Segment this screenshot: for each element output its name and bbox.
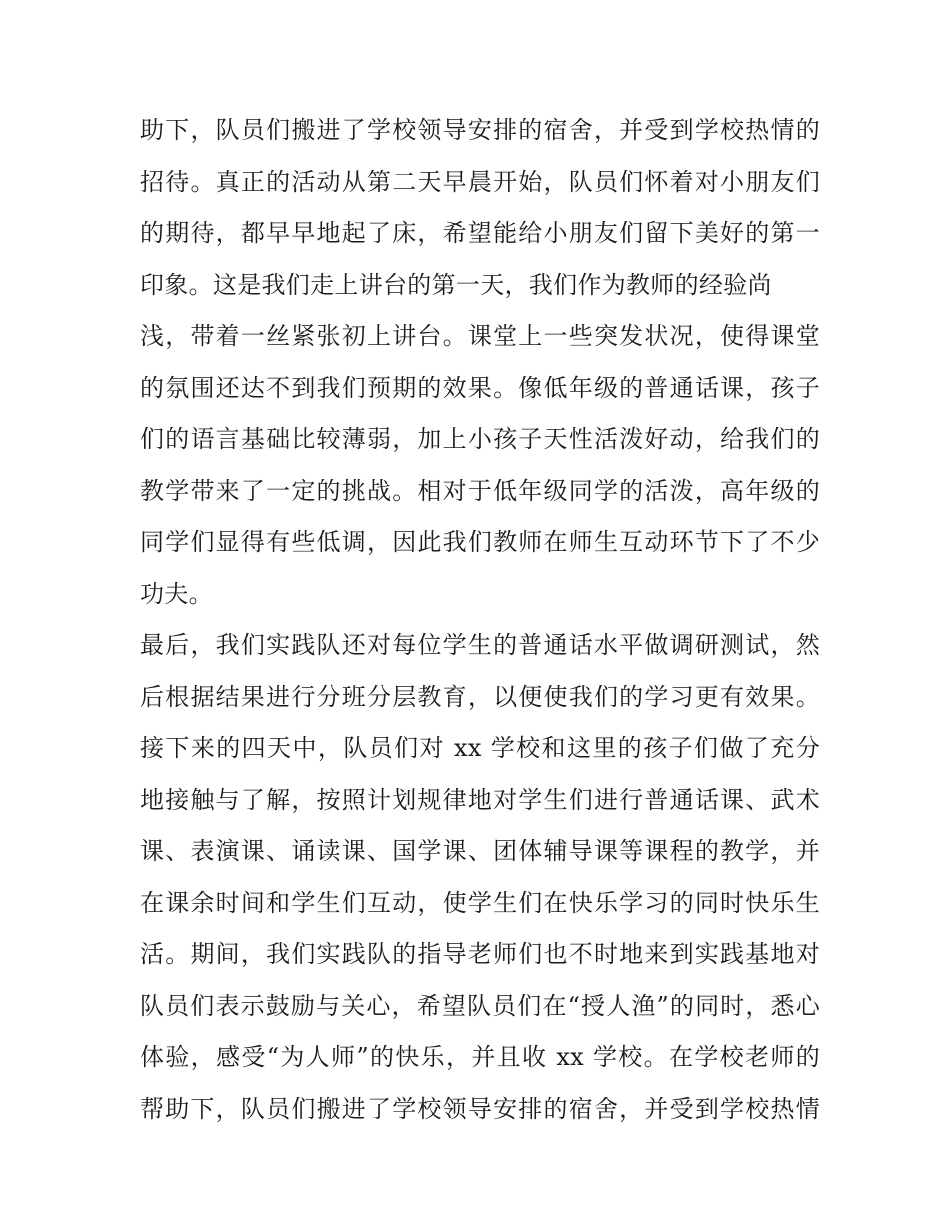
text-line-19: 体验，感受“为人师”的快乐，并且收 xx 学校。在学校老师的 (140, 1043, 820, 1071)
text-line-14: 地接触与了解，按照计划规律地对学生们进行普通话课、武术 (140, 785, 820, 814)
text-line-17: 活。期间，我们实践队的指导老师们也不时地来到实践基地对 (140, 940, 820, 968)
text-line-7: 们的语言基础比较薄弱，加上小孩子天性活泼好动，给我们的 (140, 425, 820, 453)
text-line-3: 的期待，都早早地起了床，希望能给小朋友们留下美好的第一 (140, 219, 820, 247)
text-line-10: 功夫。 (140, 579, 213, 608)
body-text (140, 107, 820, 1137)
text-line-6: 的氛围还达不到我们预期的效果。像低年级的普通话课，孩子 (140, 373, 820, 402)
text-line-11: 最后，我们实践队还对每位学生的普通话水平做调研测试，然 (140, 631, 820, 659)
text-line-8: 教学带来了一定的挑战。相对于低年级同学的活泼，高年级的 (140, 476, 820, 505)
text-line-1: 助下，队员们搬进了学校领导安排的宿舍，并受到学校热情的 (140, 116, 820, 144)
text-line-13: 接下来的四天中，队员们对 xx 学校和这里的孩子们做了充分 (140, 734, 820, 762)
text-line-12: 后根据结果进行分班分层教育，以便使我们的学习更有效果。 (140, 682, 820, 711)
text-line-15: 课、表演课、诵读课、国学课、团体辅导课等课程的教学，并 (140, 837, 820, 865)
text-line-2: 招待。真正的活动从第二天早晨开始，队员们怀着对小朋友们 (140, 167, 820, 196)
text-line-20: 帮助下，队员们搬进了学校领导安排的宿舍，并受到学校热情 (140, 1094, 820, 1123)
text-line-4: 印象。这是我们走上讲台的第一天，我们作为教师的经验尚 (140, 270, 772, 299)
text-line-18: 队员们表示鼓励与关心，希望队员们在“授人渔”的同时，悉心 (140, 991, 820, 1020)
text-line-9: 同学们显得有些低调，因此我们教师在师生互动环节下了不少 (140, 528, 820, 556)
text-line-16: 在课余时间和学生们互动，使学生们在快乐学习的同时快乐生 (140, 888, 820, 917)
text-line-5: 浅，带着一丝紧张初上讲台。课堂上一些突发状况，使得课堂 (140, 322, 820, 350)
